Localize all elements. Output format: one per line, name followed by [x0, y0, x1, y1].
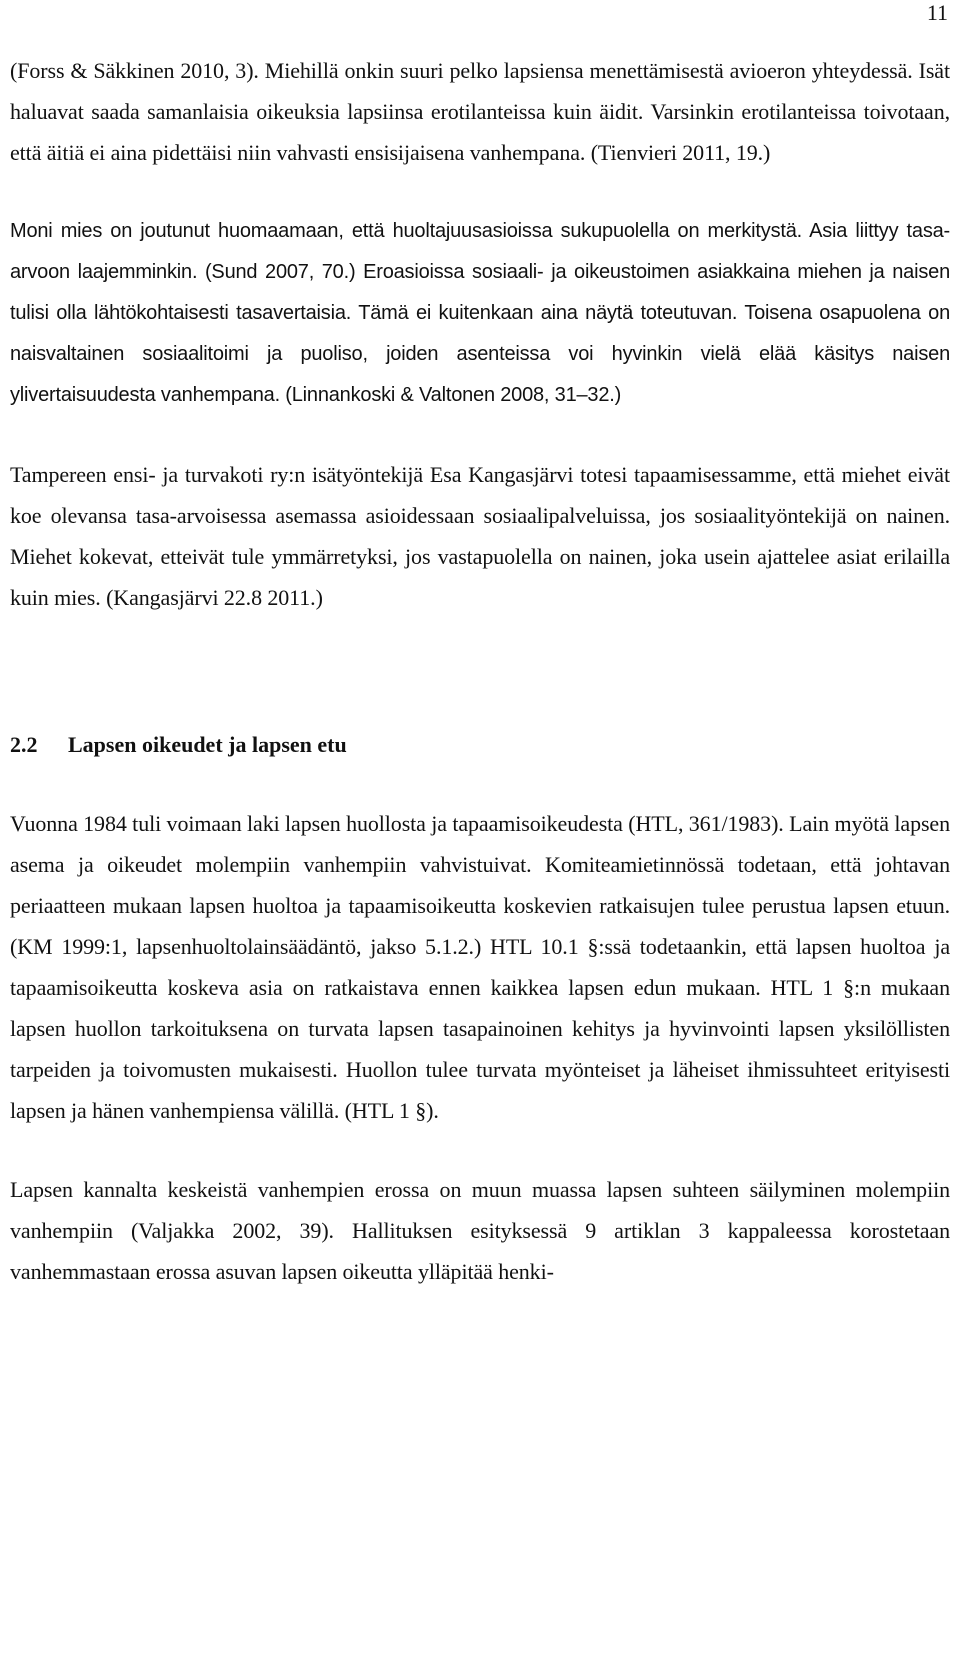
paragraph-kangasjarvi: Tampereen ensi- ja turvakoti ry:n isätyöntekijä Esa Kangasjärvi totesi tapaamisessamme, että miehet eivät koe olevansa tasa-arvoisessa asemassa asioidessaan sosiaalipalveluissa, jos sosiaalityöntekijä on nainen. Miehet kokevat, etteivät tule ymmärretyksi, jos vastapuolella on nainen, joka usein ajattelee asiat erilailla kuin mies. (Kangasjärvi 22.8 2011.)	[10, 462, 950, 610]
section-title: Lapsen oikeudet ja lapsen etu	[68, 732, 347, 757]
paragraph-htl: Vuonna 1984 tuli voimaan laki lapsen huollosta ja tapaamisoikeudesta (HTL, 361/1983). Lain myötä lapsen asema ja oikeudet molempiin vanhempiin vahvistuivat. Komiteamietinnössä todetaan, että johtavan periaatteen mukaan lapsen huoltoa ja tapaamisoikeutta koskevien ratkaisujen tulee perustua lapsen etuun. (KM 1999:1, lapsenhuoltolainsäädäntö, jakso 5.1.2.) HTL 10.1 §:ssä todetaankin, että lapsen huoltoa ja tapaamisoikeutta koskeva asia on ratkaistava ennen kaikkea lapsen edun mukaan. HTL 1 §:n mukaan lapsen huollon tarkoituksena on turvata lapsen tasapainoinen kehitys ja hyvinvointi lapsen yksilöllisten tarpeiden ja toivomusten mukaisesti. Huollon tulee turvata myönteiset ja läheiset ihmissuhteet erityisesti lapsen ja hänen vanhempiensa välillä. (HTL 1 §).	[10, 811, 950, 1123]
paragraph-huoltajuus: Moni mies on joutunut huomaamaan, että huoltajuusasioissa sukupuolella on merkitystä. Asia liittyy tasa-arvoon laajemminkin. (Sund 2007, 70.) Eroasioissa sosiaali- ja oikeustoimen asiakkaina miehen ja naisen tulisi olla lähtökohtaisesti tasavertaisia. Tämä ei kuitenkaan aina näytä toteutuvan. Toisena osapuolena on naisvaltainen sosiaalitoimi ja puoliso, joiden asenteissa voi hyvinkin vielä elää käsitys naisen ylivertaisuudesta vanhempana. (Linnankoski & Valtonen 2008, 31–32.)	[10, 220, 950, 406]
document-body	[10, 50, 950, 1292]
page-number: 11	[926, 0, 948, 25]
paragraph-lapsen-kannalta: Lapsen kannalta keskeistä vanhempien erossa on muun muassa lapsen suhteen säilyminen molempiin vanhempiin (Valjakka 2002, 39). Hallituksen esityksessä 9 artiklan 3 kappaleessa korostetaan vanhemmastaan erossa asuvan lapsen oikeutta ylläpitää henki-	[10, 1177, 950, 1284]
section-heading	[10, 724, 950, 765]
section-number: 2.2	[10, 732, 38, 757]
paragraph-forss: (Forss & Säkkinen 2010, 3). Miehillä onkin suuri pelko lapsiensa menettämisestä avioeron yhteydessä. Isät haluavat saada samanlaisia oikeuksia lapsiinsa erotilanteissa kuin äidit. Varsinkin erotilanteissa toivotaan, että äitiä ei aina pidettäisi niin vahvasti ensisijaisena vanhempana. (Tienvieri 2011, 19.)	[10, 58, 950, 165]
